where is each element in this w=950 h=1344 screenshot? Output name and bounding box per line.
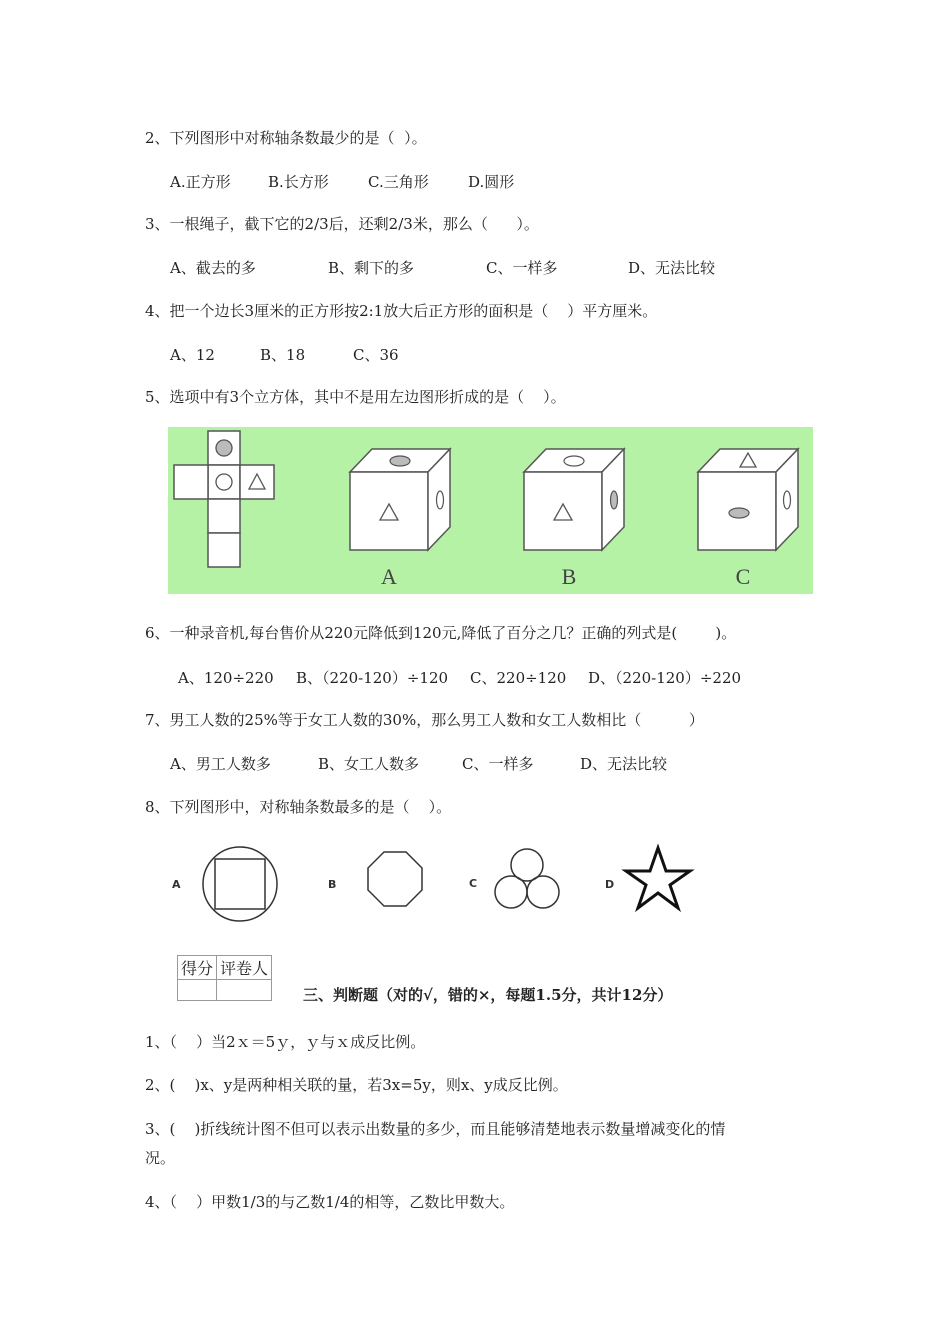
- option: C、一样多: [462, 755, 534, 773]
- option: A、120÷220: [178, 669, 274, 687]
- shape-label: C: [469, 877, 478, 890]
- cube-label: C: [735, 564, 751, 589]
- circle-shape: [495, 876, 527, 908]
- shape-label: A: [172, 878, 181, 891]
- cube-label: B: [561, 564, 577, 589]
- q7-stem: 7、男工人数的25%等于女工人数的30%，那么男工人数和女工人数相比（ ）: [145, 711, 704, 729]
- symmetry-shapes-figure: [168, 840, 728, 930]
- option: D、无法比较: [580, 755, 668, 773]
- shape-label: B: [328, 878, 337, 891]
- option: B、女工人数多: [318, 755, 420, 773]
- option: B、（220-120）÷120: [296, 669, 449, 687]
- option: B、18: [260, 346, 306, 364]
- score-cell[interactable]: [178, 980, 217, 1001]
- option: C、一样多: [486, 259, 558, 277]
- option: B.长方形: [268, 173, 329, 191]
- option: A、截去的多: [170, 259, 256, 277]
- option: D、（220-120）÷220: [588, 669, 742, 687]
- net-face: [208, 499, 240, 533]
- q5-stem: 5、选项中有3个立方体，其中不是用左边图形折成的是（ ）。: [145, 388, 566, 406]
- judgment-item: 4、（ ）甲数1/3的与乙数1/4的相等，乙数比甲数大。: [145, 1193, 515, 1211]
- octagon-shape: [368, 852, 422, 906]
- filled-circle-icon: [216, 440, 232, 456]
- star-shape: [626, 848, 690, 908]
- score-table: [177, 955, 272, 1001]
- option: C.三角形: [368, 173, 429, 191]
- q2-stem: 2、下列图形中对称轴条数最少的是（ ）。: [145, 129, 427, 147]
- cube-net-illustration: [168, 427, 813, 594]
- option: B、剩下的多: [328, 259, 415, 277]
- option: A、男工人数多: [170, 755, 271, 773]
- circle-icon: [216, 474, 232, 490]
- circle-shape: [527, 876, 559, 908]
- grader-cell[interactable]: [217, 980, 272, 1001]
- option: C、36: [353, 346, 399, 364]
- shape-label: D: [605, 878, 615, 891]
- cube-net-figure: [168, 427, 813, 594]
- option: C、220÷120: [470, 669, 567, 687]
- judgment-item-continuation: 况。: [145, 1149, 176, 1167]
- square-shape: [215, 859, 265, 909]
- judgment-item: 3、( )折线统计图不但可以表示出数量的多少，而且能够清楚地表示数量增减变化的情: [145, 1120, 726, 1138]
- q4-stem: 4、把一个边长3厘米的正方形按2:1放大后正方形的面积是（ ）平方厘米。: [145, 302, 658, 320]
- judgment-item: 1、（ ）当2ｘ＝5ｙ，ｙ与ｘ成反比例。: [145, 1033, 426, 1051]
- option: D、无法比较: [628, 259, 716, 277]
- option: A.正方形: [170, 173, 231, 191]
- score-header: 得分: [178, 956, 217, 980]
- q6-stem: 6、一种录音机,每台售价从220元降低到120元,降低了百分之几？正确的列式是( )。: [145, 624, 737, 642]
- grader-header: 评卷人: [217, 956, 272, 980]
- judgment-item: 2、( )x、y是两种相关联的量，若3x=5y，则x、y成反比例。: [145, 1076, 568, 1094]
- q8-stem: 8、下列图形中，对称轴条数最多的是（ ）。: [145, 798, 452, 816]
- option: A、12: [170, 346, 215, 364]
- symmetry-shapes-illustration: [168, 840, 728, 930]
- section-heading: 三、判断题（对的√，错的×，每题1.5分，共计12分）: [303, 986, 673, 1004]
- cube-label: A: [381, 564, 397, 589]
- net-face: [174, 465, 208, 499]
- net-face: [208, 533, 240, 567]
- option: D.圆形: [468, 173, 515, 191]
- circle-shape: [203, 847, 277, 921]
- q3-stem: 3、一根绳子，截下它的2/3后，还剩2/3米，那么（ ）。: [145, 215, 539, 233]
